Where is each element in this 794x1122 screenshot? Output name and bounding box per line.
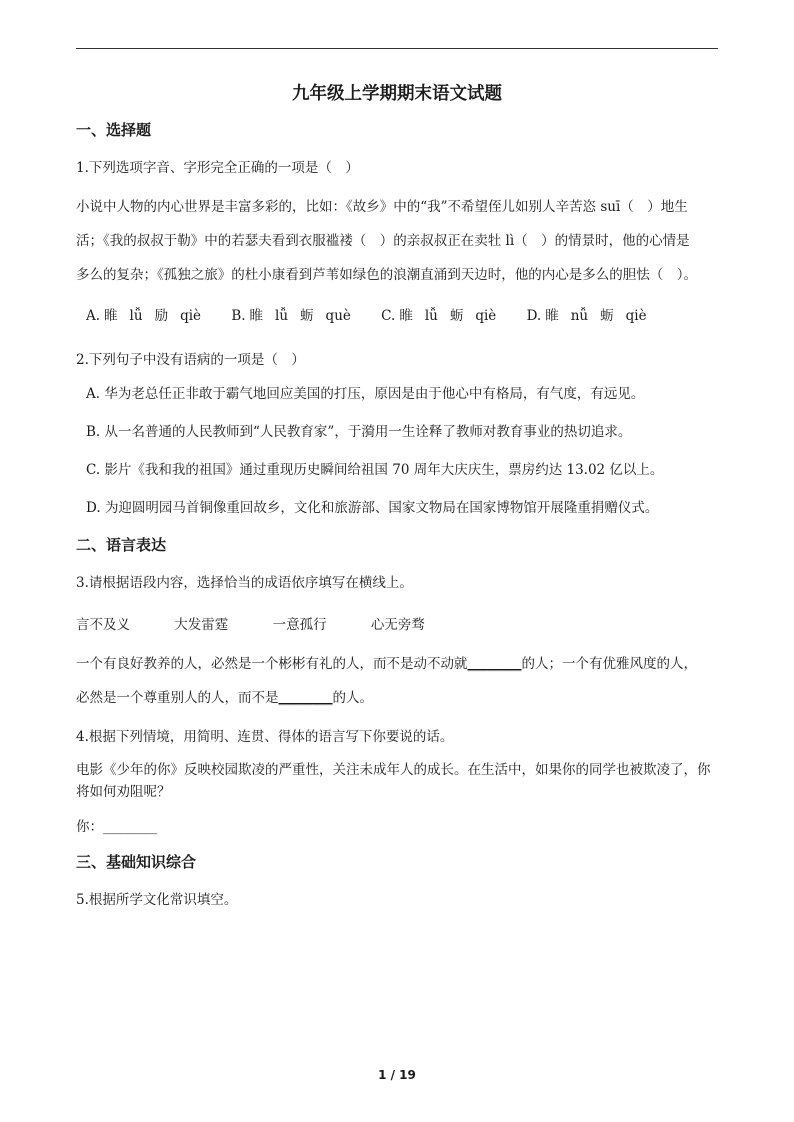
passage-text: 必然是一个尊重别人的人，而不是: [76, 690, 279, 706]
section-heading-knowledge: 三、基础知识综合: [76, 853, 197, 871]
option-c[interactable]: [381, 298, 496, 334]
idiom: 心无旁骛: [370, 617, 425, 633]
idiom: 大发雷霆: [174, 617, 229, 633]
exam-title: 九年级上学期期末语文试题: [292, 84, 502, 104]
option-label: B.: [231, 308, 246, 324]
passage-text: 一个有良好教养的人，必然是一个彬彬有礼的人，而不是动不动就: [76, 656, 468, 672]
section-heading-expression: 二、语言表达: [76, 536, 167, 554]
option-char: 睢: [545, 308, 559, 324]
option-text: 华为老总任正非敢于霸气地回应美国的打压，原因是由于他心中有格局，有气度，有远见。: [104, 386, 645, 402]
option-label: B.: [86, 424, 101, 440]
fill-blank[interactable]: ________: [467, 656, 522, 672]
question-2-option-c[interactable]: [76, 458, 718, 478]
question-2-stem: 2.下列句子中没有语病的一项是（ ）: [76, 352, 305, 368]
option-label: D.: [86, 500, 101, 516]
option-pinyin: qiè: [625, 308, 647, 324]
passage-line: 多么的复杂；《孤独之旅》的杜小康看到芦苇如绿色的浪潮直涌到天边时，他的内心是多么的胆怯（ ）。: [76, 267, 697, 283]
question-5-stem: 5.根据所学文化常识填空。: [76, 892, 238, 908]
option-label: A.: [86, 308, 101, 324]
question-3-stem: 3.请根据语段内容，选择恰当的成语依序填写在横线上。: [76, 575, 413, 591]
idiom: 言不及义: [76, 617, 130, 633]
passage-line: [76, 681, 718, 715]
option-text: 为迎圆明园马首铜像重回故乡，文化和旅游部、国家文物局在国家博物馆开展隆重捐赠仪式。: [104, 500, 659, 516]
answer-prefix: 你：: [76, 819, 103, 835]
option-a[interactable]: [86, 298, 201, 334]
option-pinyin: qiè: [180, 308, 202, 324]
option-char: 励: [154, 308, 169, 324]
page-number: 1 / 19: [378, 1068, 416, 1082]
question-4-stem: 4.根据下列情境，用简明、连贯、得体的语言写下你要说的话。: [76, 729, 454, 745]
option-pinyin: nǚ: [570, 308, 589, 324]
question-2-option-b[interactable]: [76, 420, 718, 440]
option-char: 蛎: [449, 308, 464, 324]
question-4-scenario: 电影《少年的你》反映校园欺凌的严重性，关注未成年人的成长。在生活中，如果你的同学也被欺凌了，你将如何劝阻呢？: [76, 762, 711, 800]
option-d[interactable]: [527, 298, 647, 334]
section-heading-choice: 一、选择题: [76, 121, 152, 139]
option-pinyin: què: [325, 308, 351, 324]
option-pinyin: lǚ: [424, 308, 438, 324]
passage-line: [76, 647, 718, 681]
option-text: 影片《我和我的祖国》通过重现历史瞬间给祖国 70 周年大庆庆生，票房约达 13.02 亿以上。: [104, 462, 664, 478]
option-pinyin: lǚ: [275, 308, 289, 324]
option-label: C.: [86, 462, 101, 478]
option-char: 睢: [399, 308, 413, 324]
option-char: 蛎: [300, 308, 314, 324]
option-label: C.: [381, 308, 396, 324]
question-1-stem: 1.下列选项字音、字形完全正确的一项是（ ）: [76, 160, 359, 176]
passage-text: 的人。: [332, 690, 373, 706]
option-char: 睢: [249, 308, 264, 324]
exam-page: [76, 80, 718, 922]
idiom: 一意孤行: [272, 617, 327, 633]
option-label: A.: [86, 386, 101, 402]
question-1-passage: [76, 190, 718, 292]
option-char: 蛎: [600, 308, 614, 324]
fill-blank[interactable]: ________: [278, 690, 333, 706]
question-2-option-d[interactable]: [76, 496, 718, 516]
idiom-list: [76, 613, 718, 633]
option-b[interactable]: [231, 298, 351, 334]
question-2-option-a[interactable]: [76, 382, 718, 402]
passage-text: 的人；一个有优雅风度的人，: [521, 656, 697, 672]
passage-line: 活；《我的叔叔于勒》中的若瑟夫看到衣服褴褛（ ）的亲叔叔正在卖牡 lì（ ）的情景时，他的心情是: [76, 233, 690, 249]
option-pinyin: qiè: [475, 308, 497, 324]
question-1-options: [76, 298, 718, 334]
question-3-passage: [76, 647, 718, 715]
header-rule: [76, 48, 718, 49]
option-pinyin: lǚ: [129, 308, 143, 324]
answer-blank[interactable]: ________: [103, 819, 157, 835]
passage-line: 小说中人物的内心世界是丰富多彩的，比如：《故乡》中的“我”不希望侄儿如别人辛苦恣 suī（ ）地生: [76, 199, 688, 215]
option-label: D.: [526, 308, 542, 324]
question-4-answer: [76, 815, 718, 835]
option-char: 睢: [104, 308, 118, 324]
option-text: 从一名普通的人民教师到“人民教育家”，于漪用一生诠释了教师对教育事业的热切追求。: [104, 424, 632, 440]
